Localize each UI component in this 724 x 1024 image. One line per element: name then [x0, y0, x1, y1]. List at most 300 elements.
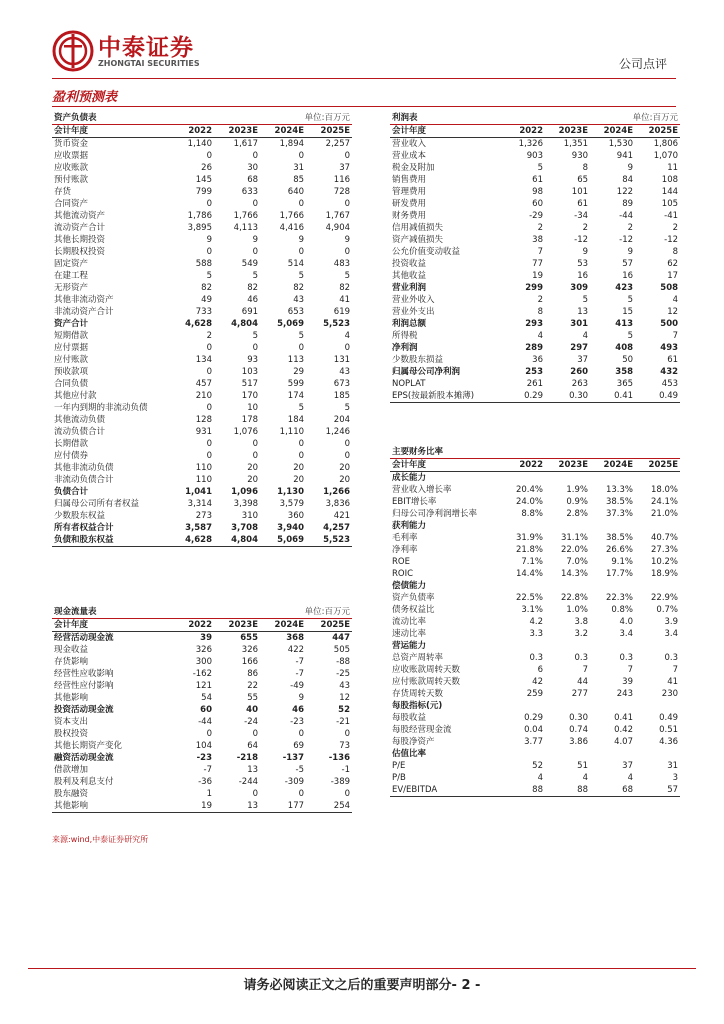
row-value: 4: [582, 773, 588, 783]
row-value: 177: [260, 800, 306, 813]
row-value: 20: [293, 475, 305, 485]
table-row: [390, 162, 680, 174]
table-row: [390, 318, 680, 330]
row-label: 营业收入: [392, 139, 427, 149]
row-value: 447: [332, 633, 351, 643]
row-value: 4: [537, 773, 543, 783]
row-value: 16: [577, 271, 589, 281]
row-label: 固定资产: [54, 259, 89, 269]
row-value: 51: [577, 761, 588, 771]
year-header: 2024E: [590, 125, 635, 138]
row-value: 0: [252, 729, 259, 739]
row-value: 633: [241, 187, 259, 197]
row-label: 毛利率: [392, 533, 418, 543]
row-value: 6: [537, 665, 543, 675]
row-value: 9: [298, 235, 305, 245]
year-header: 2022: [168, 619, 214, 632]
row-label: 非流动资产合计: [54, 307, 114, 317]
page-header: [0, 0, 724, 100]
row-value: 77: [532, 259, 543, 269]
row-value: 4: [627, 773, 633, 783]
row-value: 85: [293, 175, 305, 185]
table-row: [390, 544, 680, 556]
brand-name: 中泰证券: [98, 35, 194, 61]
table-row: [52, 534, 352, 547]
table-row: [390, 508, 680, 520]
row-value: 22.5%: [515, 593, 543, 603]
row-value: 7: [672, 331, 679, 341]
row-value: 103: [241, 367, 259, 377]
row-value: 17.7%: [605, 569, 633, 579]
year-header: 2024E: [590, 459, 635, 472]
table-row: [52, 474, 352, 486]
row-value: 1,530: [608, 139, 634, 149]
row-value: 5: [627, 295, 634, 305]
year-header: 2024E: [260, 125, 306, 138]
row-value: -1: [341, 765, 351, 775]
row-value: -49: [290, 681, 305, 691]
row-value: 277: [571, 689, 588, 699]
row-value: 903: [526, 151, 543, 161]
table-row: [52, 414, 352, 426]
row-value: -44: [619, 211, 634, 221]
row-label: 流动比率: [392, 617, 427, 627]
row-value: 0: [344, 451, 351, 461]
row-value: 0.29: [500, 390, 545, 403]
row-label: ROE: [392, 557, 410, 567]
table-row: [390, 676, 680, 688]
row-value: 46: [247, 295, 259, 305]
row-value: 1,130: [277, 487, 305, 497]
row-value: 413: [615, 319, 634, 329]
row-value: 931: [195, 427, 212, 437]
row-value: 134: [195, 355, 212, 365]
row-value: 0: [298, 343, 305, 353]
row-value: -162: [192, 669, 212, 679]
row-value: 0.8%: [611, 605, 633, 615]
row-value: 273: [195, 511, 212, 521]
row-value: [590, 472, 635, 485]
row-value: 517: [241, 379, 259, 389]
row-value: 728: [333, 187, 351, 197]
row-value: [500, 700, 545, 712]
row-value: 0: [252, 789, 259, 799]
table-row: [52, 138, 352, 151]
row-value: 20: [247, 463, 259, 473]
row-value: 24.0%: [515, 497, 543, 507]
row-value: 4,628: [168, 534, 214, 547]
table-row: [52, 486, 352, 498]
table-row: [390, 556, 680, 568]
row-label: 应付票据: [54, 343, 89, 353]
row-label: 归母公司净利润增长率: [392, 509, 478, 519]
row-label: 负债合计: [54, 487, 89, 497]
table-row: [52, 788, 352, 800]
row-value: 88: [500, 784, 545, 797]
table-row: [390, 772, 680, 784]
row-value: 0: [206, 403, 212, 413]
row-value: 1,266: [323, 487, 351, 497]
row-value: 293: [525, 319, 543, 329]
table-unit: 单位:百万元: [590, 112, 680, 125]
row-value: 1,806: [653, 139, 679, 149]
table-row: [390, 138, 680, 151]
row-value: 42: [532, 677, 543, 687]
row-value: 37.3%: [605, 509, 633, 519]
table-row: [390, 210, 680, 222]
row-label: 获利能力: [392, 521, 427, 531]
row-label: 归属母公司净利润: [392, 367, 461, 377]
row-value: 299: [525, 283, 543, 293]
row-value: 210: [195, 391, 212, 401]
row-value: -7: [203, 765, 212, 775]
row-label: 应付债券: [54, 451, 89, 461]
row-value: 493: [660, 343, 679, 353]
row-value: 1,246: [325, 427, 351, 437]
row-value: 110: [195, 463, 212, 473]
cash-flow-table: [52, 606, 352, 813]
row-value: 0.3: [664, 653, 679, 663]
row-value: 358: [615, 367, 634, 377]
row-value: 0: [298, 451, 305, 461]
row-value: 86: [247, 669, 259, 679]
row-value: 653: [287, 307, 305, 317]
row-value: 36: [532, 355, 543, 365]
row-value: 0: [344, 343, 351, 353]
row-value: 3,587: [185, 523, 212, 533]
row-value: 4,257: [323, 523, 351, 533]
row-value: 31.1%: [560, 533, 588, 543]
row-value: 2: [537, 295, 543, 305]
row-value: [545, 580, 590, 592]
row-value: 44: [577, 677, 588, 687]
row-label: 应收账款周转天数: [392, 665, 461, 675]
row-value: 3,708: [231, 523, 259, 533]
row-value: 82: [201, 283, 212, 293]
row-value: 326: [195, 645, 212, 655]
table-row: [52, 378, 352, 390]
row-value: 0.3: [619, 653, 633, 663]
row-value: 184: [287, 415, 305, 425]
row-value: 4,904: [325, 223, 351, 233]
row-value: 26.6%: [605, 545, 633, 555]
row-value: 5: [252, 331, 259, 341]
row-value: -21: [336, 717, 351, 727]
row-value: 0: [298, 729, 305, 739]
row-value: 691: [241, 307, 259, 317]
row-value: 733: [195, 307, 212, 317]
row-value: 655: [240, 633, 259, 643]
row-value: 9: [298, 693, 305, 703]
row-value: 9: [252, 235, 259, 245]
table-row: [52, 656, 352, 668]
row-value: 0: [206, 367, 212, 377]
row-value: [635, 520, 680, 532]
row-value: 1,326: [518, 139, 543, 149]
row-value: 5: [344, 403, 351, 413]
row-label: 利润总额: [392, 319, 427, 329]
row-value: 3,579: [279, 499, 305, 509]
row-value: 14.4%: [515, 569, 543, 579]
row-value: 0: [206, 451, 212, 461]
row-value: 5,069: [260, 534, 306, 547]
table-caption-row: [390, 446, 680, 459]
row-label: 在建工程: [54, 271, 89, 281]
row-label: 少数股东权益: [54, 511, 106, 521]
row-value: 0.3: [529, 653, 543, 663]
row-value: 254: [306, 800, 352, 813]
row-value: [545, 700, 590, 712]
row-value: 89: [622, 199, 634, 209]
table-row: [52, 522, 352, 534]
row-label: 净利率: [392, 545, 418, 555]
row-label: 每股收益: [392, 713, 427, 723]
row-value: 5,069: [277, 319, 305, 329]
row-value: 3,314: [187, 499, 212, 509]
row-value: 108: [661, 175, 679, 185]
row-value: 19: [168, 800, 214, 813]
row-value: 16: [622, 271, 634, 281]
row-value: 0.49: [635, 390, 680, 403]
row-value: 1,767: [325, 211, 351, 221]
row-value: 0: [206, 151, 212, 161]
row-value: 20: [339, 463, 351, 473]
table-caption-row: [52, 112, 352, 125]
row-value: [635, 700, 680, 712]
row-value: 178: [241, 415, 259, 425]
table-unit: 单位:百万元: [260, 606, 352, 619]
table-row: [52, 282, 352, 294]
row-value: 13: [247, 765, 259, 775]
row-value: 0: [252, 451, 259, 461]
row-label: 应付账款: [54, 355, 89, 365]
row-value: [590, 580, 635, 592]
row-value: 39: [200, 633, 212, 643]
row-value: 2: [582, 223, 589, 233]
row-value: 0: [344, 151, 351, 161]
row-value: -88: [336, 657, 351, 667]
table-header-row: [390, 125, 680, 138]
row-value: 29: [293, 367, 305, 377]
row-value: 22.9%: [651, 593, 679, 603]
row-value: 14.3%: [560, 569, 588, 579]
row-label: 资本支出: [54, 717, 89, 727]
row-label: 少数股东损益: [392, 355, 444, 365]
row-value: 20: [247, 475, 259, 485]
row-value: 3.1%: [521, 605, 543, 615]
row-value: 3: [672, 773, 679, 783]
row-value: -12: [664, 235, 679, 245]
row-label: 其他长期资产变化: [54, 741, 123, 751]
row-label: 融资活动现金流: [54, 753, 114, 763]
row-value: 0: [206, 729, 212, 739]
row-label: NOPLAT: [392, 379, 426, 389]
table-row: [52, 644, 352, 656]
row-label: P/E: [392, 761, 406, 771]
row-label: 营业外支出: [392, 307, 435, 317]
row-value: 483: [333, 259, 351, 269]
row-value: 0.41: [590, 390, 635, 403]
table-row: [390, 472, 680, 485]
table-row: [52, 462, 352, 474]
row-value: -41: [664, 211, 679, 221]
row-value: 421: [333, 511, 351, 521]
row-value: 24.1%: [651, 497, 679, 507]
row-value: -12: [574, 235, 589, 245]
row-value: 55: [247, 693, 259, 703]
row-value: 46: [292, 705, 305, 715]
row-value: 5: [298, 271, 305, 281]
row-value: 7.1%: [521, 557, 543, 567]
row-value: 104: [195, 741, 212, 751]
row-value: 9.1%: [611, 557, 633, 567]
row-value: 253: [525, 367, 543, 377]
row-value: 1,096: [231, 487, 259, 497]
row-label: 债务权益比: [392, 605, 435, 615]
row-value: 40.7%: [651, 533, 679, 543]
table-row: [390, 330, 680, 342]
row-value: [635, 580, 680, 592]
row-value: [590, 640, 635, 652]
row-value: 0: [206, 343, 212, 353]
table-row: [52, 668, 352, 680]
row-value: [590, 520, 635, 532]
row-value: 13.3%: [605, 485, 633, 495]
row-value: 41: [667, 677, 679, 687]
row-value: 128: [195, 415, 212, 425]
table-row: [390, 664, 680, 676]
row-value: 0: [298, 247, 305, 257]
row-value: 61: [532, 175, 543, 185]
row-value: 52: [532, 761, 543, 771]
year-header: 2025E: [306, 125, 352, 138]
row-value: 121: [195, 681, 212, 691]
year-header: 2023E: [545, 459, 590, 472]
table-row: [390, 282, 680, 294]
row-value: [545, 472, 590, 485]
row-value: 423: [615, 283, 634, 293]
year-header: 2024E: [260, 619, 306, 632]
row-label: 股权投资: [54, 729, 89, 739]
row-value: 0: [344, 729, 351, 739]
row-value: 0: [344, 789, 351, 799]
year-header: 2022: [168, 125, 214, 138]
row-label: 财务费用: [392, 211, 427, 221]
row-value: 37: [577, 355, 589, 365]
table-row: [390, 174, 680, 186]
table-row: [390, 604, 680, 616]
row-value: 49: [201, 295, 212, 305]
row-label: 存货周转天数: [392, 689, 444, 699]
row-value: 1.9%: [566, 485, 588, 495]
row-value: 261: [526, 379, 543, 389]
row-value: 5: [344, 271, 351, 281]
row-value: 22: [247, 681, 259, 691]
row-value: 1.0%: [566, 605, 588, 615]
row-value: 500: [660, 319, 679, 329]
row-value: 21.0%: [651, 509, 679, 519]
row-label: 总资产周转率: [392, 653, 444, 663]
table-row: [390, 580, 680, 592]
row-value: 19: [532, 271, 543, 281]
table-row: [52, 210, 352, 222]
row-value: 3.77: [524, 737, 543, 747]
row-value: -23: [290, 717, 305, 727]
row-value: 3,836: [325, 499, 351, 509]
row-label: 所得税: [392, 331, 418, 341]
row-value: -24: [244, 717, 259, 727]
table-row: [52, 150, 352, 162]
row-value: 230: [661, 689, 679, 699]
row-value: 7: [672, 665, 679, 675]
row-value: 4,628: [185, 319, 212, 329]
row-value: 3.4: [619, 629, 633, 639]
row-value: 8: [582, 163, 589, 173]
row-value: 20: [339, 475, 351, 485]
row-value: 514: [287, 259, 305, 269]
row-value: 1,070: [653, 151, 679, 161]
table-row: [52, 270, 352, 282]
row-value: 3.4: [664, 629, 679, 639]
row-label: 经营性应收影响: [54, 669, 114, 679]
row-label: 每股指标(元): [392, 701, 443, 711]
row-value: 174: [287, 391, 305, 401]
section-title: 盈利预测表: [52, 89, 676, 107]
row-value: 0: [252, 199, 259, 209]
year-header: 2025E: [635, 125, 680, 138]
row-value: 170: [241, 391, 259, 401]
row-value: 0: [298, 439, 305, 449]
row-label: 所有者权益合计: [54, 523, 114, 533]
row-value: [635, 748, 680, 760]
table-row: [52, 752, 352, 764]
row-label: 营业外收入: [392, 295, 435, 305]
row-value: 3,895: [187, 223, 212, 233]
row-value: 43: [339, 367, 351, 377]
row-value: 4.2: [529, 617, 543, 627]
table-row: [52, 342, 352, 354]
table-row: [390, 354, 680, 366]
table-row: [52, 294, 352, 306]
row-value: 1,617: [233, 139, 259, 149]
table-title: 利润表: [390, 112, 590, 125]
row-value: 2: [537, 223, 543, 233]
row-value: 0: [252, 247, 259, 257]
row-value: 4: [582, 331, 589, 341]
row-value: 3.9: [664, 617, 679, 627]
row-value: [500, 580, 545, 592]
row-value: 4.0: [619, 617, 633, 627]
row-value: 0: [344, 199, 351, 209]
row-value: 37: [622, 761, 633, 771]
row-value: 4: [344, 331, 351, 341]
row-value: 4.07: [614, 737, 633, 747]
balance-sheet-table: [52, 112, 352, 547]
row-value: [545, 520, 590, 532]
row-value: 144: [661, 187, 679, 197]
row-value: 52: [338, 705, 351, 715]
row-label: 其他收益: [392, 271, 427, 281]
row-value: 1: [206, 789, 212, 799]
table-row: [52, 258, 352, 270]
table-row: [390, 294, 680, 306]
row-value: 0: [252, 439, 259, 449]
row-value: 5: [252, 271, 259, 281]
row-value: 0.7%: [656, 605, 679, 615]
row-label: 非流动负债合计: [54, 475, 114, 485]
row-value: 0.30: [569, 713, 588, 723]
row-label: 税金及附加: [392, 163, 435, 173]
